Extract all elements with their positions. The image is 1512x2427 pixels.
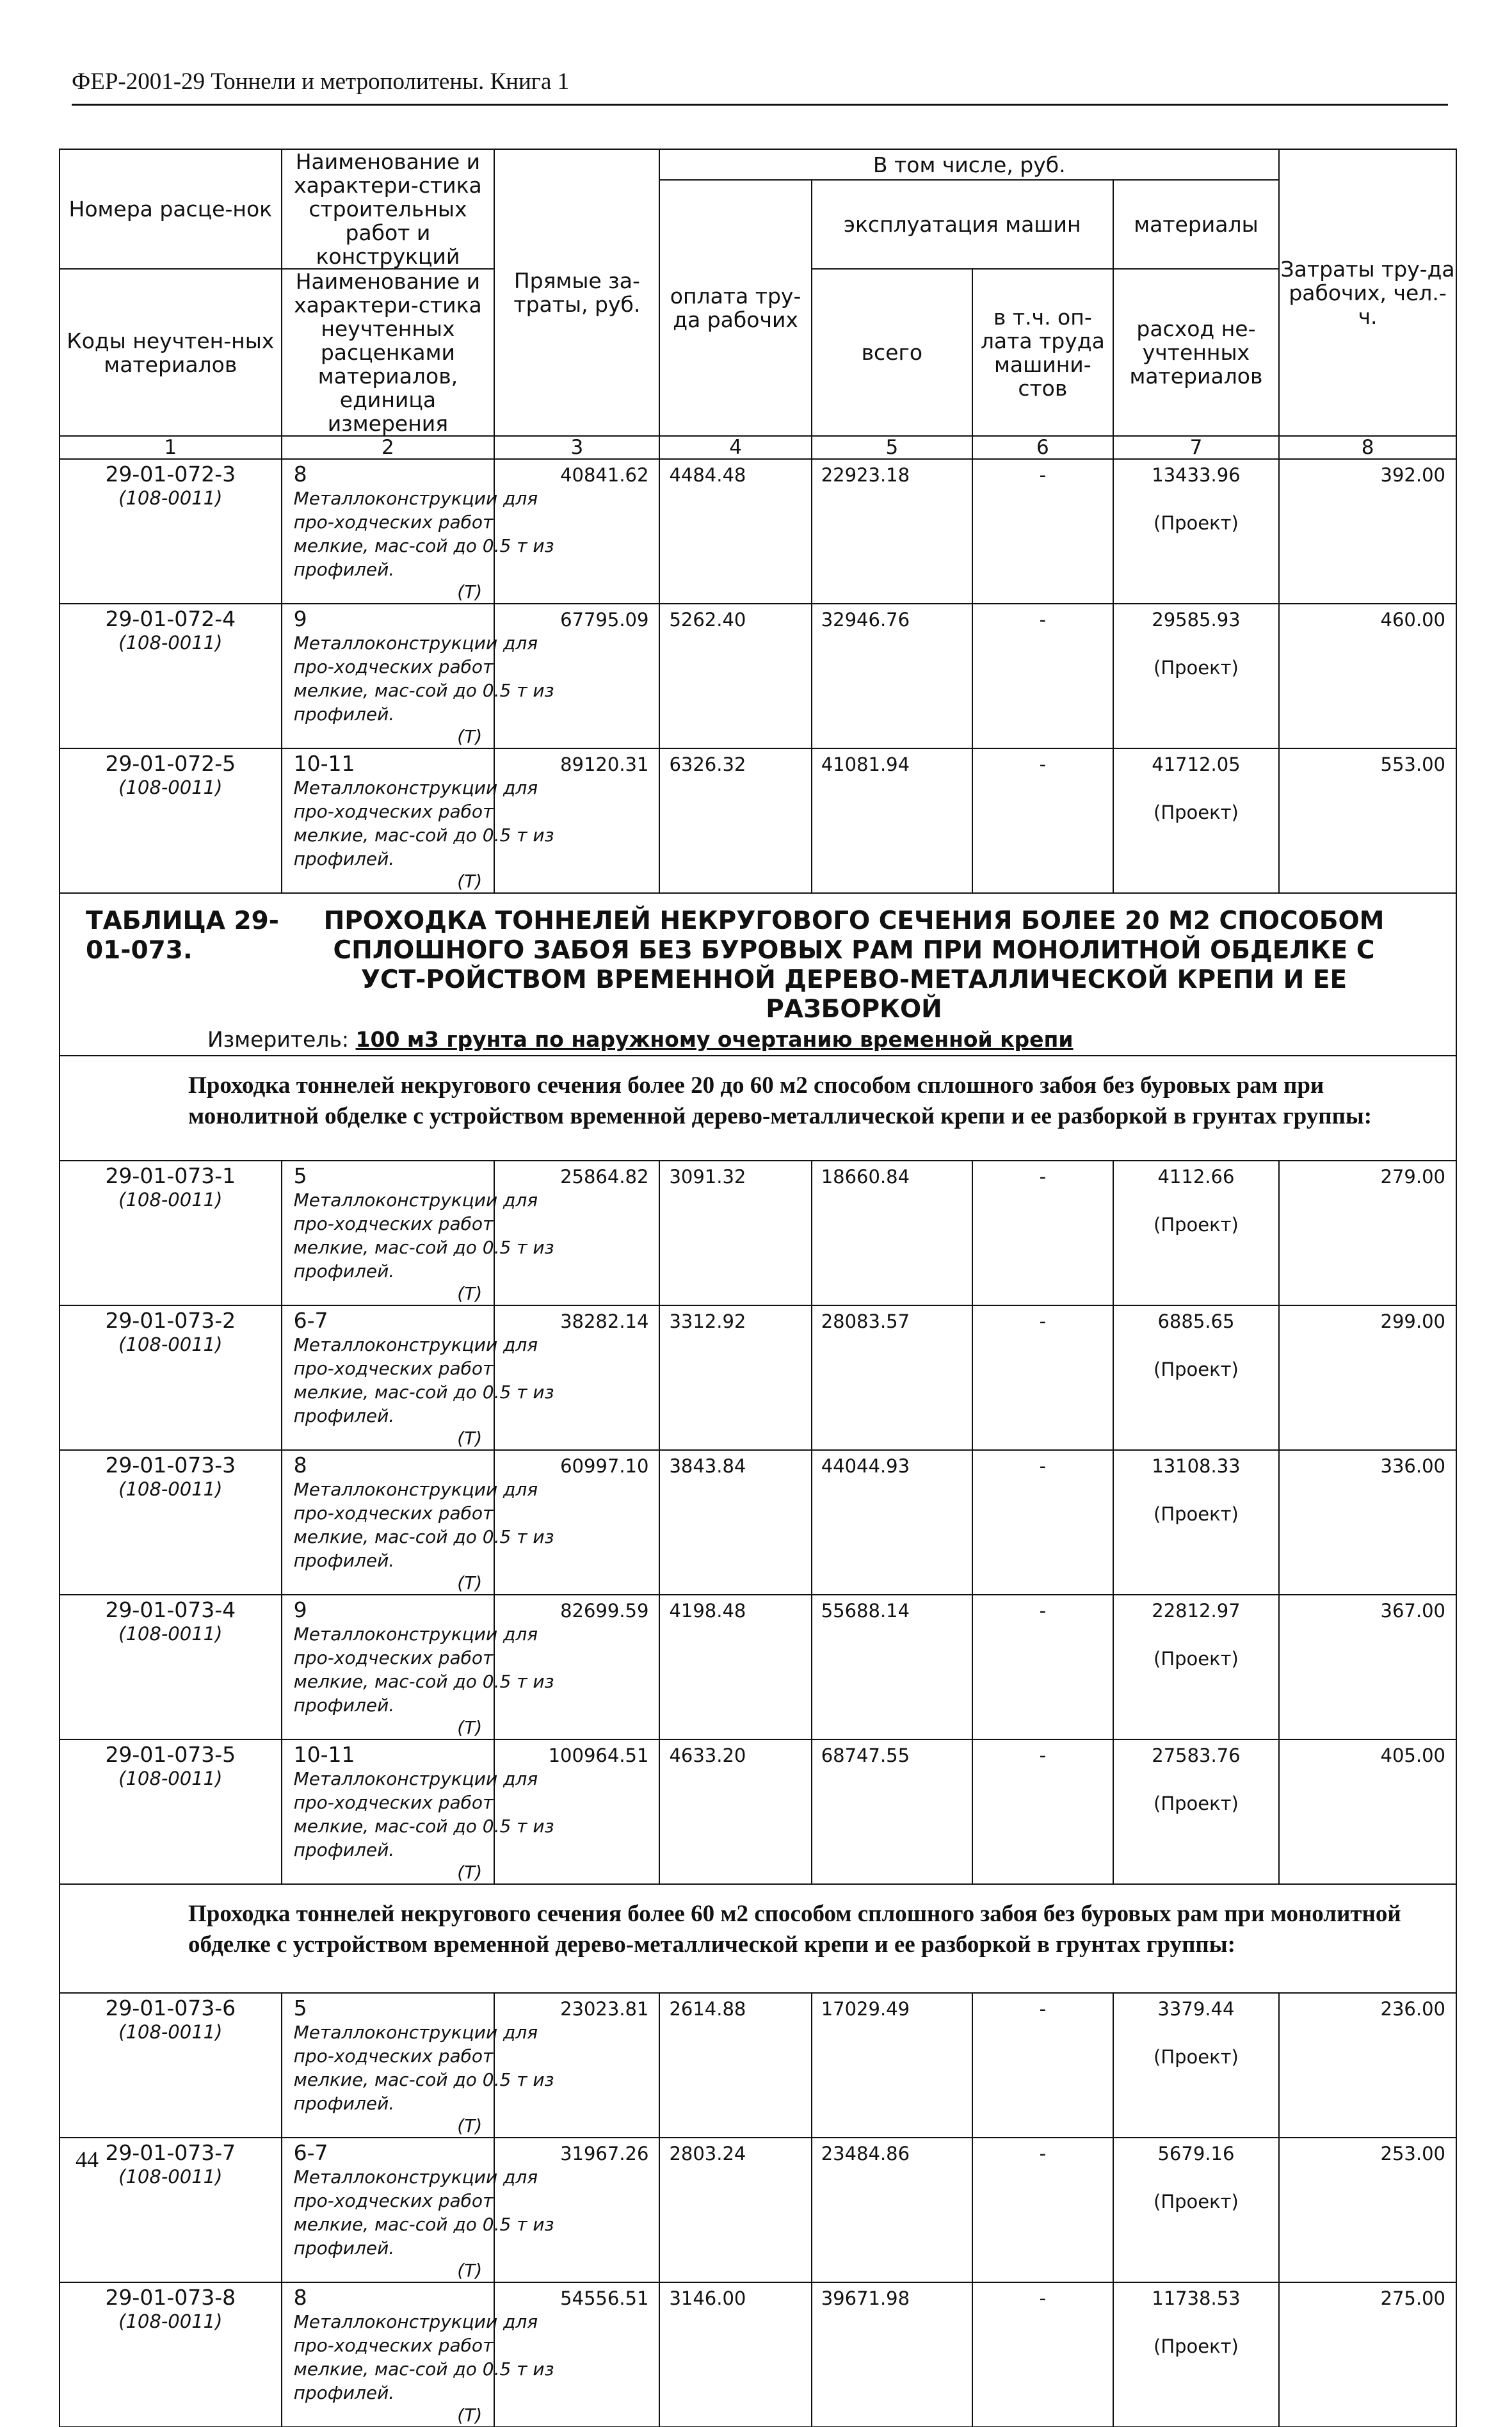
table-row [60, 1161, 1456, 1305]
rate-parameter: 8 [293, 2285, 307, 2310]
rate-parameter: 9 [293, 1597, 307, 1622]
machines-total-value-cell [812, 459, 972, 604]
rate-code: 29-01-073-6 [105, 1996, 236, 2020]
operator-pay-value-cell [972, 459, 1113, 604]
rate-name-cell [282, 1993, 554, 2138]
material-usage-cell [1113, 1595, 1279, 1739]
machines-total-value-cell [812, 1595, 972, 1739]
direct-costs-value-cell [494, 2138, 659, 2282]
operator-pay-value-cell [972, 748, 1113, 893]
worker-pay-value: 4198.48 [669, 1600, 746, 1622]
table-title-text: ПРОХОДКА ТОННЕЛЕЙ НЕКРУГОВОГО СЕЧЕНИЯ БОЛЕЕ 20 М2 СПОСОБОМ СПЛОШНОГО ЗАБОЯ БЕЗ БУРОВЫХ РАМ ПРИ МОНОЛИТНОЙ ОБДЕЛКЕ С УСТ-РОЙСТВОМ ВРЕМЕННОЙ ДЕРЕВО-МЕТАЛЛИЧЕСКОЙ КРЕПИ И ЕЕ РАЗБОРКОЙ [323, 907, 1385, 1024]
rate-code: 29-01-073-2 [105, 1308, 236, 1333]
material-description: Металлоконструкции для про-ходческих работ мелкие, мас-сой до 0.5 т из профилей. [293, 2311, 554, 2403]
machines-total-value: 18660.84 [821, 1166, 910, 1188]
material-description: Металлоконструкции для про-ходческих работ мелкие, мас-сой до 0.5 т из профилей. [293, 2166, 554, 2259]
machines-total-value: 23484.86 [821, 2143, 910, 2165]
header-rule [72, 104, 1448, 106]
operator-pay-value-cell [972, 2282, 1113, 2427]
header-direct-costs: Прямые за-траты, руб. [494, 149, 659, 436]
operator-pay-value: - [1039, 464, 1047, 486]
rate-name-cell [282, 1450, 554, 1595]
material-source: (Проект) [1154, 1503, 1239, 1525]
table-row [60, 2282, 1456, 2427]
rate-parameter: 6-7 [293, 1308, 328, 1333]
header-in-total: В том числе, руб. [659, 149, 1279, 180]
machines-total-value-cell [812, 1450, 972, 1595]
operator-pay-value-cell [972, 604, 1113, 748]
column-number: 8 [1279, 436, 1456, 459]
column-number: 2 [282, 436, 495, 459]
material-mark: (Т) [457, 581, 483, 602]
labor-hours-cell [1279, 2282, 1456, 2427]
material-usage-value: 3379.44 [1157, 1998, 1235, 2020]
table-row [60, 1450, 1456, 1595]
worker-pay-value: 3091.32 [669, 1166, 746, 1188]
measurement-unit [60, 1024, 1456, 1055]
operator-pay-value: - [1039, 1745, 1047, 1766]
material-mark: (Т) [457, 2115, 483, 2136]
rate-code: 29-01-072-3 [105, 462, 236, 487]
direct-costs-value: 67795.09 [560, 609, 649, 631]
machines-total-value: 39671.98 [821, 2287, 910, 2309]
rate-code-cell [60, 1595, 282, 1739]
labor-hours-cell [1279, 748, 1456, 893]
rate-name-cell [282, 1739, 554, 1884]
direct-costs-value: 82699.59 [560, 1600, 649, 1622]
section-heading [60, 1056, 1456, 1161]
worker-pay-value-cell [659, 1595, 811, 1739]
material-usage-value: 4112.66 [1157, 1166, 1235, 1188]
material-usage-cell [1113, 2138, 1279, 2282]
material-code: (108-0011) [118, 487, 223, 509]
material-source: (Проект) [1154, 512, 1239, 534]
material-source: (Проект) [1154, 2191, 1239, 2213]
rate-name-cell [282, 1161, 554, 1305]
column-number: 7 [1113, 436, 1279, 459]
direct-costs-value: 23023.81 [560, 1998, 649, 2020]
material-usage-cell [1113, 2282, 1279, 2427]
operator-pay-value-cell [972, 1161, 1113, 1305]
rate-code: 29-01-073-8 [105, 2285, 236, 2310]
machines-total-value-cell [812, 1161, 972, 1305]
labor-hours-cell [1279, 1450, 1456, 1595]
section-heading-text: Проходка тоннелей некругового сечения более 20 до 60 м2 способом сплошного забоя без буровых рам при монолитной обделке с устройством временной дерево-металлической крепи и ее разборкой в грунтах группы: [188, 1072, 1372, 1129]
operator-pay-value-cell [972, 2138, 1113, 2282]
worker-pay-value-cell [659, 1450, 811, 1595]
table-row [60, 748, 1456, 893]
material-source: (Проект) [1154, 1214, 1239, 1236]
labor-hours-value: 405.00 [1380, 1745, 1445, 1766]
labor-hours-cell [1279, 459, 1456, 604]
material-usage-value: 41712.05 [1152, 754, 1241, 775]
direct-costs-value: 38282.14 [560, 1310, 649, 1332]
header-material-names: Наименование и характери-стика неучтенных расценками материалов, единица измерения [282, 269, 495, 436]
material-source: (Проект) [1154, 657, 1239, 679]
material-code: (108-0011) [118, 1189, 223, 1211]
operator-pay-value-cell [972, 1993, 1113, 2138]
labor-hours-cell [1279, 1595, 1456, 1739]
material-usage-value: 27583.76 [1152, 1745, 1241, 1766]
direct-costs-value-cell [494, 459, 659, 604]
rate-name-cell [282, 2138, 554, 2282]
rate-parameter: 5 [293, 1163, 307, 1188]
direct-costs-value: 40841.62 [560, 464, 649, 486]
machines-total-value-cell [812, 748, 972, 893]
machines-total-value: 17029.49 [821, 1998, 910, 2020]
operator-pay-value-cell [972, 1595, 1113, 1739]
machines-total-value-cell [812, 1305, 972, 1450]
rate-code: 29-01-072-4 [105, 606, 236, 631]
table-row [60, 1595, 1456, 1739]
rate-code: 29-01-073-1 [105, 1163, 236, 1188]
material-mark: (Т) [457, 1572, 483, 1593]
material-usage-cell [1113, 459, 1279, 604]
header-material-codes: Коды неучтен-ных материалов [60, 269, 282, 436]
direct-costs-value-cell [494, 1450, 659, 1595]
machines-total-value: 41081.94 [821, 754, 910, 775]
material-code: (108-0011) [118, 1478, 223, 1500]
labor-hours-cell [1279, 1305, 1456, 1450]
rate-name-cell [282, 748, 554, 893]
labor-hours-value: 275.00 [1380, 2287, 1445, 2309]
worker-pay-value-cell [659, 1739, 811, 1884]
header-operator-pay: в т.ч. оп-лата труда машини-стов [972, 269, 1113, 436]
operator-pay-value: - [1039, 754, 1047, 775]
worker-pay-value-cell [659, 1305, 811, 1450]
rate-code-cell [60, 1450, 282, 1595]
rate-code-cell [60, 1993, 282, 2138]
direct-costs-value-cell [494, 604, 659, 748]
material-mark: (Т) [457, 2260, 483, 2281]
table-row [60, 604, 1456, 748]
rate-parameter: 6-7 [293, 2140, 328, 2165]
labor-hours-cell [1279, 1739, 1456, 1884]
operator-pay-value: - [1039, 1166, 1047, 1188]
table-row [60, 1739, 1456, 1884]
worker-pay-value: 3146.00 [669, 2287, 746, 2309]
material-mark: (Т) [457, 2405, 483, 2426]
labor-hours-value: 279.00 [1380, 1166, 1445, 1188]
material-usage-value: 5679.16 [1157, 2143, 1235, 2165]
material-mark: (Т) [457, 726, 483, 747]
material-usage-cell [1113, 1450, 1279, 1595]
header-material-usage: расход не-учтенных материалов [1113, 269, 1279, 436]
material-usage-cell [1113, 604, 1279, 748]
rate-code: 29-01-073-7 [105, 2140, 236, 2165]
rate-parameter: 8 [293, 462, 307, 487]
labor-hours-value: 553.00 [1380, 754, 1445, 775]
header-work-name: Наименование и характери-стика строительных работ и конструкций [282, 149, 495, 269]
material-description: Металлоконструкции для про-ходческих работ мелкие, мас-сой до 0.5 т из профилей. [293, 1768, 554, 1860]
material-code: (108-0011) [118, 632, 223, 654]
worker-pay-value: 5262.40 [669, 609, 746, 631]
material-source: (Проект) [1154, 1648, 1239, 1670]
column-number: 5 [812, 436, 972, 459]
material-description: Металлоконструкции для про-ходческих работ мелкие, мас-сой до 0.5 т из профилей. [293, 1479, 554, 1571]
rate-code-cell [60, 1739, 282, 1884]
material-code: (108-0011) [118, 2310, 223, 2332]
measurement-label: Измеритель: [207, 1027, 350, 1052]
material-usage-value: 13433.96 [1152, 464, 1241, 486]
column-number: 6 [972, 436, 1113, 459]
machines-total-value: 44044.93 [821, 1455, 910, 1477]
material-code: (108-0011) [118, 1768, 223, 1789]
labor-hours-value: 460.00 [1380, 609, 1445, 631]
material-code: (108-0011) [118, 1623, 223, 1645]
operator-pay-value: - [1039, 1998, 1047, 2020]
column-number: 1 [60, 436, 282, 459]
labor-hours-cell [1279, 2138, 1456, 2282]
rate-code: 29-01-073-4 [105, 1597, 236, 1622]
machines-total-value: 22923.18 [821, 464, 910, 486]
rate-name-cell [282, 1595, 554, 1739]
labor-hours-cell [1279, 1161, 1456, 1305]
rate-code-cell [60, 748, 282, 893]
labor-hours-value: 253.00 [1380, 2143, 1445, 2165]
labor-hours-cell [1279, 1993, 1456, 2138]
labor-hours-cell [1279, 604, 1456, 748]
direct-costs-value-cell [494, 1595, 659, 1739]
material-source: (Проект) [1154, 2046, 1239, 2068]
material-mark: (Т) [457, 871, 483, 892]
direct-costs-value-cell [494, 748, 659, 893]
machines-total-value: 68747.55 [821, 1745, 910, 1766]
machines-total-value: 55688.14 [821, 1600, 910, 1622]
rate-code-cell [60, 604, 282, 748]
table-row [60, 459, 1456, 604]
header-worker-pay: оплата тру-да рабочих [659, 180, 811, 436]
machines-total-value-cell [812, 1993, 972, 2138]
header-materials: материалы [1113, 180, 1279, 269]
direct-costs-value: 54556.51 [560, 2287, 649, 2309]
table-title-block [60, 893, 1456, 1056]
material-source: (Проект) [1154, 2335, 1239, 2357]
operator-pay-value: - [1039, 2143, 1047, 2165]
material-usage-cell [1113, 1161, 1279, 1305]
direct-costs-value: 25864.82 [560, 1166, 649, 1188]
material-source: (Проект) [1154, 1793, 1239, 1814]
section-heading [60, 1884, 1456, 1993]
material-usage-cell [1113, 1993, 1279, 2138]
material-usage-value: 29585.93 [1152, 609, 1241, 631]
operator-pay-value-cell [972, 1450, 1113, 1595]
rate-code-cell [60, 2282, 282, 2427]
operator-pay-value: - [1039, 2287, 1047, 2309]
material-description: Металлоконструкции для про-ходческих работ мелкие, мас-сой до 0.5 т из профилей. [293, 777, 554, 869]
table-row [60, 1305, 1456, 1450]
rates-table [59, 149, 1457, 2427]
labor-hours-value: 336.00 [1380, 1455, 1445, 1477]
material-code: (108-0011) [118, 777, 223, 798]
worker-pay-value-cell [659, 1161, 811, 1305]
rate-name-cell [282, 2282, 554, 2427]
material-usage-cell [1113, 748, 1279, 893]
material-code: (108-0011) [118, 2166, 223, 2188]
material-mark: (Т) [457, 1717, 483, 1738]
page-header: ФЕР-2001-29 Тоннели и метрополитены. Книга 1 [72, 69, 570, 95]
material-usage-cell [1113, 1739, 1279, 1884]
rate-code: 29-01-073-3 [105, 1453, 236, 1478]
direct-costs-value: 60997.10 [560, 1455, 649, 1477]
worker-pay-value: 3312.92 [669, 1310, 746, 1332]
material-description: Металлоконструкции для про-ходческих работ мелкие, мас-сой до 0.5 т из профилей. [293, 2022, 554, 2114]
page-number: 44 [76, 2147, 99, 2172]
rate-parameter: 5 [293, 1996, 307, 2020]
machines-total-value: 28083.57 [821, 1310, 910, 1332]
machines-total-value-cell [812, 2282, 972, 2427]
rate-code: 29-01-073-5 [105, 1742, 236, 1767]
material-code: (108-0011) [118, 1334, 223, 1355]
header-rate-numbers: Номера расце-нок [60, 149, 282, 269]
direct-costs-value-cell [494, 1993, 659, 2138]
worker-pay-value: 4633.20 [669, 1745, 746, 1766]
operator-pay-value: - [1039, 1600, 1047, 1622]
material-description: Металлоконструкции для про-ходческих работ мелкие, мас-сой до 0.5 т из профилей. [293, 1334, 554, 1426]
worker-pay-value: 3843.84 [669, 1455, 746, 1477]
rate-code: 29-01-072-5 [105, 751, 236, 776]
material-mark: (Т) [457, 1428, 483, 1449]
material-usage-value: 22812.97 [1152, 1600, 1241, 1622]
labor-hours-value: 367.00 [1380, 1600, 1445, 1622]
direct-costs-value-cell [494, 1739, 659, 1884]
worker-pay-value-cell [659, 459, 811, 604]
labor-hours-value: 299.00 [1380, 1310, 1445, 1332]
rate-parameter: 8 [293, 1453, 307, 1478]
operator-pay-value-cell [972, 1739, 1113, 1884]
worker-pay-value-cell [659, 1993, 811, 2138]
labor-hours-value: 392.00 [1380, 464, 1445, 486]
worker-pay-value-cell [659, 748, 811, 893]
material-usage-value: 11738.53 [1152, 2287, 1241, 2309]
table-row [60, 2138, 1456, 2282]
machines-total-value-cell [812, 1739, 972, 1884]
operator-pay-value: - [1039, 1310, 1047, 1332]
header-machines: эксплуатация машин [812, 180, 1113, 269]
direct-costs-value-cell [494, 1305, 659, 1450]
material-source: (Проект) [1154, 802, 1239, 823]
machines-total-value-cell [812, 2138, 972, 2282]
material-usage-cell [1113, 1305, 1279, 1450]
material-mark: (Т) [457, 1862, 483, 1883]
material-description: Металлоконструкции для про-ходческих работ мелкие, мас-сой до 0.5 т из профилей. [293, 1624, 554, 1716]
table-row [60, 1993, 1456, 2138]
operator-pay-value-cell [972, 1305, 1113, 1450]
column-number: 4 [659, 436, 811, 459]
worker-pay-value-cell [659, 2282, 811, 2427]
header-machines-total: всего [812, 269, 972, 436]
material-description: Металлоконструкции для про-ходческих работ мелкие, мас-сой до 0.5 т из профилей. [293, 633, 554, 725]
machines-total-value-cell [812, 604, 972, 748]
rate-name-cell [282, 459, 554, 604]
material-code: (108-0011) [118, 2021, 223, 2043]
worker-pay-value-cell [659, 604, 811, 748]
direct-costs-value: 89120.31 [560, 754, 649, 775]
direct-costs-value-cell [494, 2282, 659, 2427]
operator-pay-value: - [1039, 609, 1047, 631]
material-usage-value: 6885.65 [1157, 1310, 1235, 1332]
rate-parameter: 10-11 [293, 1742, 355, 1767]
operator-pay-value: - [1039, 1455, 1047, 1477]
material-description: Металлоконструкции для про-ходческих работ мелкие, мас-сой до 0.5 т из профилей. [293, 488, 554, 580]
header-labor-hours: Затраты тру-да рабочих, чел.-ч. [1279, 149, 1456, 436]
rate-name-cell [282, 604, 554, 748]
worker-pay-value-cell [659, 2138, 811, 2282]
measurement-value: 100 м3 грунта по наружному очертанию временной крепи [355, 1027, 1074, 1052]
material-usage-value: 13108.33 [1152, 1455, 1241, 1477]
table-title-label: ТАБЛИЦА 29-01-073. [86, 907, 279, 965]
direct-costs-value-cell [494, 1161, 659, 1305]
material-mark: (Т) [457, 1283, 483, 1304]
rate-parameter: 9 [293, 606, 307, 631]
rate-name-cell [282, 1305, 554, 1450]
direct-costs-value: 31967.26 [560, 2143, 649, 2165]
rate-parameter: 10-11 [293, 751, 355, 776]
column-number: 3 [494, 436, 659, 459]
material-description: Металлоконструкции для про-ходческих работ мелкие, мас-сой до 0.5 т из профилей. [293, 1189, 554, 1282]
worker-pay-value: 6326.32 [669, 754, 746, 775]
direct-costs-value: 100964.51 [548, 1745, 649, 1766]
rate-code-cell [60, 459, 282, 604]
labor-hours-value: 236.00 [1380, 1998, 1445, 2020]
material-source: (Проект) [1154, 1359, 1239, 1380]
worker-pay-value: 2803.24 [669, 2143, 746, 2165]
worker-pay-value: 4484.48 [669, 464, 746, 486]
worker-pay-value: 2614.88 [669, 1998, 746, 2020]
machines-total-value: 32946.76 [821, 609, 910, 631]
rate-code-cell [60, 1305, 282, 1450]
section-heading-text: Проходка тоннелей некругового сечения более 60 м2 способом сплошного забоя без буровых рам при монолитной обделке с устройством временной дерево-металлической крепи и ее разборкой в грунтах группы: [188, 1901, 1401, 1958]
rate-code-cell [60, 1161, 282, 1305]
